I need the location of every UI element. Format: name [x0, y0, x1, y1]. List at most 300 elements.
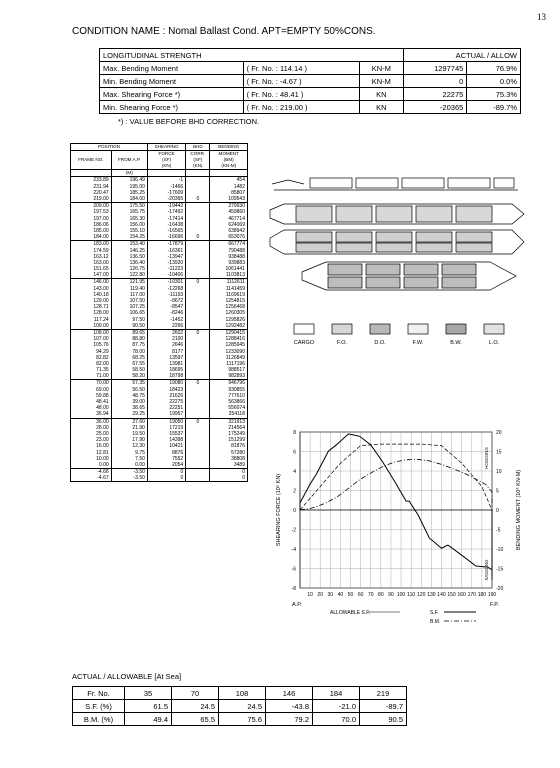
- tank-box: [356, 178, 398, 188]
- frame-no: 147.00: [71, 272, 112, 279]
- from-ap: 136.40: [111, 260, 147, 266]
- y2-tick-label: -15: [496, 566, 504, 573]
- sf2-label: (SF): [193, 157, 203, 163]
- bending-moment: 1292482: [210, 323, 248, 330]
- frame-no: 220.47: [71, 190, 112, 196]
- kn-label: (KN): [161, 163, 172, 169]
- shear-force: 22251: [147, 405, 185, 411]
- bending-moment: 1169619: [210, 292, 248, 298]
- tank-legend: [290, 322, 520, 348]
- aa-cell: 90.5: [360, 713, 407, 726]
- aa-cell: 24.5: [219, 700, 266, 713]
- shear-force: -19442: [147, 203, 185, 210]
- shear-force: -20365: [147, 196, 185, 203]
- force-label: FORCE: [158, 151, 175, 157]
- frame-no: 48.00: [71, 405, 112, 411]
- shear-force: -17414: [147, 216, 185, 222]
- from-ap: 146.25: [111, 247, 147, 253]
- aa-header: 108: [219, 687, 266, 700]
- shear-force: -13920: [147, 260, 185, 266]
- shear-force: 2646: [147, 342, 185, 348]
- shear-force: 14398: [147, 437, 185, 443]
- x-tick-label: 190: [487, 592, 497, 598]
- from-ap: 196.49: [111, 177, 147, 184]
- shear-force: 2054: [147, 462, 185, 469]
- ls-row: [100, 88, 521, 101]
- aa-cell: 24.5: [172, 700, 219, 713]
- actual-allowable-table: [72, 686, 407, 726]
- y-tick-label: 2: [293, 488, 296, 495]
- bending-moment: 1126849: [210, 355, 248, 361]
- bhd-corr: [186, 469, 210, 476]
- y2-tick-label: 20: [496, 430, 502, 436]
- frame-no: 108.00: [71, 329, 112, 336]
- shear-force: -16438: [147, 222, 185, 228]
- aa-cell: 75.6: [219, 713, 266, 726]
- x-tick-label: 20: [317, 592, 323, 598]
- frame-no: -4.67: [71, 475, 112, 482]
- frame-no: 36.94: [71, 411, 112, 418]
- shear-force: -13947: [147, 254, 185, 260]
- ls-header-left: LONGITUDINAL STRENGTH: [100, 49, 404, 62]
- position-row: [71, 203, 248, 210]
- shear-force: 22275: [147, 399, 185, 405]
- bhd-corr: 0: [186, 234, 210, 241]
- bending-moment: 624069: [210, 222, 248, 228]
- frame-no: 28.00: [71, 425, 112, 431]
- condition-name: CONDITION NAME : Nomal Ballast Cond. APT=EMPTY 50%CONS.: [72, 26, 376, 37]
- aa-cell: S.F. (%): [73, 700, 125, 713]
- from-ap: 119.40: [111, 286, 147, 292]
- frame-no: 82.82: [71, 355, 112, 361]
- from-ap: -3.50: [111, 469, 147, 476]
- hogging-label: HOGGING: [484, 447, 489, 469]
- bending-moment: 354118: [210, 411, 248, 418]
- y-axis-label: SHEARING FORCE (10⁵ KN): [276, 473, 282, 547]
- shear-force: 0: [147, 469, 185, 476]
- tank-box: [402, 178, 444, 188]
- aa-cell: B.M. (%): [73, 713, 125, 726]
- superstructure: [272, 180, 304, 184]
- y-tick-label: 6: [293, 449, 296, 456]
- frame-no: 233.89: [71, 177, 112, 184]
- from-ap: 107.50: [111, 298, 147, 304]
- bending-moment: 653076: [210, 234, 248, 241]
- ls-frame: ( Fr. No. : -4.67 ): [243, 75, 359, 88]
- bending-moment: 279930: [210, 203, 248, 210]
- ship-elevation: [270, 178, 524, 290]
- ls-unit: KN: [359, 101, 404, 114]
- shear-force: 2602: [147, 329, 185, 336]
- ls-value: 1297745: [404, 62, 467, 75]
- legend-label: CARGO: [293, 340, 315, 346]
- bending-moment: 175249: [210, 431, 248, 437]
- bhd-corr: [186, 475, 210, 482]
- ls-unit: KN-M: [359, 75, 404, 88]
- position-table-body: [71, 177, 248, 482]
- shear-force: 19080: [147, 380, 185, 387]
- bending-moment: 1256468: [210, 304, 248, 310]
- frame-no: 140.18: [71, 292, 112, 298]
- position-row: [71, 177, 248, 184]
- frame-no: -4.66: [71, 469, 112, 476]
- ls-frame: ( Fr. No. : 48.41 ): [243, 88, 359, 101]
- double-bottom-tanks: [296, 232, 492, 252]
- bhd-corr: 0: [186, 329, 210, 336]
- frame-no: 10.00: [71, 456, 112, 462]
- frame-no: 143.00: [71, 286, 112, 292]
- frame-no: 231.94: [71, 184, 112, 190]
- shear-force: 13597: [147, 355, 185, 361]
- from-ap: 29.25: [111, 411, 147, 418]
- frame-no: 109.00: [71, 323, 112, 330]
- y-tick-label: -8: [291, 586, 296, 592]
- bending-moment: 321913: [210, 418, 248, 425]
- from-ap: 117.00: [111, 292, 147, 298]
- bending-moment: 151299: [210, 437, 248, 443]
- col-force-unit: [147, 170, 185, 177]
- bending-moment: 946796: [210, 380, 248, 387]
- from-ap: 17.90: [111, 437, 147, 443]
- aa-row-bm: [73, 713, 407, 726]
- frame-no: 36.00: [71, 418, 112, 425]
- frame-no: 185.00: [71, 228, 112, 234]
- shear-force: 8177: [147, 348, 185, 354]
- x-tick-label: 140: [437, 592, 446, 598]
- col-bending: BENDING: [210, 144, 248, 151]
- ls-frame: ( Fr. No. : 219.00 ): [243, 101, 359, 114]
- from-ap: 107.25: [111, 304, 147, 310]
- y2-tick-label: -20: [496, 586, 504, 592]
- frame-no: 163.12: [71, 254, 112, 260]
- frame-no: 209.00: [71, 203, 112, 210]
- aa-header: 35: [125, 687, 172, 700]
- x-tick-label: 30: [327, 592, 334, 598]
- frame-no: 59.88: [71, 393, 112, 399]
- frame-no: 128.71: [71, 304, 112, 310]
- aa-header: Fr. No.: [73, 687, 125, 700]
- from-ap: 155.10: [111, 228, 147, 234]
- shear-force: -8547: [147, 304, 185, 310]
- y2-axis-label: BENDING MOMENT (10⁶ KN-M): [516, 469, 522, 551]
- shear-force: 17219: [147, 425, 185, 431]
- aa-cell: -43.8: [266, 700, 313, 713]
- series-line-4: [300, 444, 492, 510]
- bending-moment: 1112611: [210, 279, 248, 286]
- bending-moment: 1141459: [210, 286, 248, 292]
- bending-moment: 1260305: [210, 310, 248, 316]
- from-ap: 7.50: [111, 456, 147, 462]
- bending-moment: 930855: [210, 387, 248, 393]
- col-frame-unit: [71, 170, 112, 177]
- frame-no: 197.00: [71, 216, 112, 222]
- position-row: [71, 411, 248, 418]
- knm-label: (KN-M): [221, 163, 237, 169]
- frame-no: 146.00: [71, 279, 112, 286]
- bending-moment: 1061441: [210, 266, 248, 272]
- bending-moment: 556074: [210, 405, 248, 411]
- shear-force: 18423: [147, 387, 185, 393]
- shear-force: 19957: [147, 411, 185, 418]
- from-ap: 78.00: [111, 348, 147, 354]
- shear-force: -17609: [147, 190, 185, 196]
- aa-cell: 70.0: [313, 713, 360, 726]
- x-tick-label: 10: [307, 592, 313, 598]
- col-from-ap: FROM A.P.: [111, 151, 147, 170]
- from-ap: 58.20: [111, 373, 147, 380]
- x-tick-label: 90: [388, 592, 394, 598]
- aa-cell: 49.4: [125, 713, 172, 726]
- legend-swatch: [446, 324, 466, 334]
- position-row: [71, 418, 248, 425]
- shear-force: 8876: [147, 449, 185, 455]
- ls-value: -20365: [404, 101, 467, 114]
- shear-force: 18798: [147, 373, 185, 380]
- legend-label: F.O.: [336, 340, 348, 346]
- from-ap: 58.50: [111, 367, 147, 373]
- legend-sf-label: S.F.: [430, 610, 439, 616]
- bending-moment: 667774: [210, 241, 248, 248]
- bending-moment: 938488: [210, 254, 248, 260]
- frame-no: 128.00: [71, 310, 112, 316]
- x-tick-label: 60: [357, 592, 364, 598]
- bm-label: (BM): [223, 157, 234, 163]
- bending-moment: 1482: [210, 184, 248, 190]
- ap-label: A.P.: [292, 602, 302, 608]
- from-ap: 68.25: [111, 355, 147, 361]
- shear-force: 2266: [147, 323, 185, 330]
- bhd-corr: [186, 272, 210, 279]
- bhd-corr: [186, 203, 210, 210]
- col-moment-unit: [210, 170, 248, 177]
- frame-no: 107.00: [71, 336, 112, 342]
- x-tick-label: 130: [427, 592, 436, 598]
- aa-row-sf: [73, 700, 407, 713]
- bending-moment: 109543: [210, 196, 248, 203]
- aa-header: 70: [172, 687, 219, 700]
- bending-moment: 1254815: [210, 298, 248, 304]
- from-ap: 184.00: [111, 196, 147, 203]
- x-tick-label: 70: [367, 592, 374, 598]
- from-ap: 89.65: [111, 329, 147, 336]
- legend-label: F.W.: [412, 340, 424, 346]
- frame-no: 219.00: [71, 196, 112, 203]
- shear-force: 19050: [147, 418, 185, 425]
- ls-label: Max. Shearing Force *): [100, 88, 244, 101]
- col-force: [147, 151, 185, 170]
- shear-force: -1452: [147, 317, 185, 323]
- shear-force: -12268: [147, 286, 185, 292]
- legend-label: L.O.: [488, 340, 500, 346]
- from-ap: 121.95: [111, 279, 147, 286]
- aa-header: 146: [266, 687, 313, 700]
- ls-row: [100, 75, 521, 88]
- frame-no: 71.35: [71, 367, 112, 373]
- frame-no: 25.00: [71, 431, 112, 437]
- bending-moment: 81876: [210, 443, 248, 449]
- from-ap: 195.00: [111, 184, 147, 190]
- bending-moment: 1233090: [210, 348, 248, 354]
- shear-force: 10421: [147, 443, 185, 449]
- legend-label: D.O.: [374, 340, 386, 346]
- bending-moment: 0: [210, 475, 248, 482]
- from-ap: 19.50: [111, 431, 147, 437]
- bhd-corr: [186, 462, 210, 469]
- position-table: [70, 143, 248, 482]
- bhd-corr: 0: [186, 279, 210, 286]
- strength-chart: [270, 420, 530, 645]
- position-row: [71, 272, 248, 279]
- shear-force: 15537: [147, 431, 185, 437]
- bhd-corr: [186, 241, 210, 248]
- legend-swatch: [484, 324, 504, 334]
- bhd-corr: [186, 373, 210, 380]
- frame-no: 183.00: [71, 241, 112, 248]
- bending-moment: 790488: [210, 247, 248, 253]
- y2-tick-label: 5: [496, 488, 499, 495]
- x-tick-label: 180: [477, 592, 487, 598]
- bhd-corr: [186, 323, 210, 330]
- position-row: [71, 323, 248, 330]
- sf-label: (SF): [162, 157, 172, 163]
- y2-tick-label: -5: [496, 527, 501, 534]
- ls-row: [100, 62, 521, 75]
- bending-moment: 1290415: [210, 329, 248, 336]
- bending-moment: 57280: [210, 449, 248, 455]
- x-tick-label: 40: [337, 592, 344, 598]
- frame-no: 82.00: [71, 361, 112, 367]
- bhd-note: *) : VALUE BEFORE BHD CORRECTION.: [118, 117, 260, 126]
- bhd-corr: 0: [186, 418, 210, 425]
- bhd-corr: 0: [186, 380, 210, 387]
- aa-header: 219: [360, 687, 407, 700]
- longitudinal-strength-table: [99, 48, 521, 114]
- shear-force: -11223: [147, 266, 185, 272]
- bending-moment: 777610: [210, 393, 248, 399]
- y2-tick-label: 15: [496, 449, 502, 456]
- x-tick-label: 100: [396, 592, 406, 598]
- from-ap: 136.50: [111, 254, 147, 260]
- from-ap: 56.50: [111, 387, 147, 393]
- bending-moment: 988517: [210, 367, 248, 373]
- shear-force: -1: [147, 177, 185, 184]
- bending-moment: 459860: [210, 209, 248, 215]
- legend-label: B.W.: [450, 340, 462, 346]
- shear-force: -10406: [147, 272, 185, 279]
- bending-moment: 38808: [210, 456, 248, 462]
- col-frame: FRAME NO.: [71, 151, 112, 170]
- x-tick-label: 170: [467, 592, 476, 598]
- position-row: [71, 380, 248, 387]
- position-row: [71, 196, 248, 203]
- from-ap: 9.75: [111, 449, 147, 455]
- shear-force: -8672: [147, 298, 185, 304]
- tank-box: [310, 178, 352, 188]
- from-ap: 48.75: [111, 393, 147, 399]
- ls-header-right: ACTUAL / ALLOW: [404, 49, 521, 62]
- frame-no: 163.00: [71, 260, 112, 266]
- moment-label: MOMENT: [218, 151, 239, 157]
- from-ap: 90.50: [111, 323, 147, 330]
- position-row: [71, 469, 248, 476]
- x-tick-label: 110: [407, 592, 416, 598]
- bending-moment: 0: [210, 469, 248, 476]
- from-ap: 175.50: [111, 203, 147, 210]
- y2-tick-label: 10: [496, 469, 502, 475]
- ls-row: [100, 101, 521, 114]
- series-line-0: [300, 434, 492, 580]
- ls-ratio: 76.9%: [467, 62, 521, 75]
- position-row: [71, 373, 248, 380]
- shear-force: -16361: [147, 247, 185, 253]
- bending-moment: 214564: [210, 425, 248, 431]
- frame-no: 16.00: [71, 443, 112, 449]
- frame-no: 129.00: [71, 298, 112, 304]
- x-tick-label: 80: [378, 592, 384, 598]
- x-tick-label: 120: [417, 592, 426, 598]
- legend-swatch: [294, 324, 314, 334]
- col-position: POSITION: [71, 144, 148, 151]
- position-row: [71, 241, 248, 248]
- from-ap: 38.65: [111, 405, 147, 411]
- ls-value: 22275: [404, 88, 467, 101]
- corr-label: CORR.: [190, 151, 206, 157]
- ls-unit: KN-M: [359, 62, 404, 75]
- bending-moment: 1295826: [210, 317, 248, 323]
- from-ap: 185.25: [111, 190, 147, 196]
- from-ap: 106.65: [111, 310, 147, 316]
- bhd-corr: 0: [186, 196, 210, 203]
- sagging-label: SAGGING: [484, 559, 489, 581]
- x-tick-label: 150: [447, 592, 456, 598]
- actual-allowable-title: ACTUAL / ALLOWABLE [At Sea]: [72, 672, 182, 681]
- aa-cell: -89.7: [360, 700, 407, 713]
- frame-no: 184.00: [71, 234, 112, 241]
- bending-moment: 467714: [210, 216, 248, 222]
- bending-moment: 454: [210, 177, 248, 184]
- frame-no: 197.53: [71, 209, 112, 215]
- ls-label: Min. Shearing Force *): [100, 101, 244, 114]
- position-row: [71, 462, 248, 469]
- position-row: [71, 475, 248, 482]
- ls-ratio: 0.0%: [467, 75, 521, 88]
- from-ap: 156.00: [111, 222, 147, 228]
- position-row: [71, 279, 248, 286]
- col-m-unit: (M): [111, 170, 147, 177]
- y-tick-label: 4: [293, 469, 296, 475]
- bending-moment: 563866: [210, 399, 248, 405]
- from-ap: 39.00: [111, 399, 147, 405]
- tank-box: [448, 178, 490, 188]
- shear-force: -8246: [147, 310, 185, 316]
- bending-moment: 939883: [210, 260, 248, 266]
- from-ap: 97.50: [111, 317, 147, 323]
- from-ap: 21.90: [111, 425, 147, 431]
- frame-no: 70.00: [71, 380, 112, 387]
- frame-no: 48.41: [71, 399, 112, 405]
- aa-cell: 61.5: [125, 700, 172, 713]
- bending-moment: 982893: [210, 373, 248, 380]
- from-ap: 122.80: [111, 272, 147, 279]
- page-number: 13: [537, 12, 546, 22]
- hull-tanks: [296, 206, 492, 222]
- y2-tick-label: 0: [496, 508, 499, 514]
- fp-label: F.P.: [490, 602, 499, 608]
- legend-swatch: [408, 324, 428, 334]
- aa-header: 184: [313, 687, 360, 700]
- ls-unit: KN: [359, 88, 404, 101]
- position-row: [71, 329, 248, 336]
